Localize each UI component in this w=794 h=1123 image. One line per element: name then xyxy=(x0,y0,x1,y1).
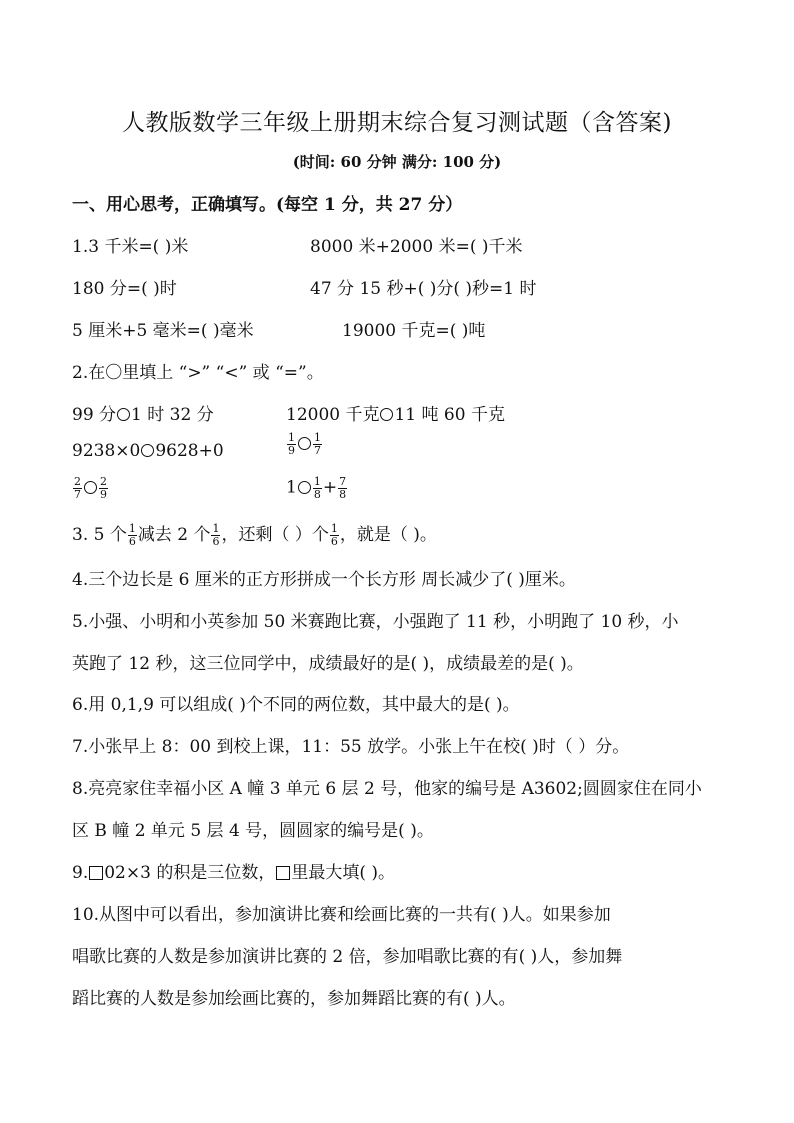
fraction: $\frac{1}{7}$ xyxy=(314,431,321,457)
q3-text: 减去 2 个 xyxy=(137,525,211,545)
q8-line-1: 8.亮亮家住幸福小区 A 幢 3 单元 6 层 2 号，他家的编号是 A3602;圆圆家住在同小 xyxy=(72,779,702,799)
fraction: $\frac{1}{8}$ xyxy=(313,475,321,501)
q8-line-2: 区 B 幢 2 单元 5 层 4 号，圆圆家的编号是( )。 xyxy=(72,821,434,841)
fraction: $\frac{1}{6}$ xyxy=(128,522,136,548)
q2-item-c xyxy=(72,441,224,461)
q1-item-c: 180 分=( )时 xyxy=(72,279,177,299)
q1-item-e: 5 厘米+5 毫米=( )毫米 xyxy=(72,321,254,341)
exam-info: (时间: 60 分钟 满分: 100 分) xyxy=(292,153,502,171)
q5-line-1: 5.小强、小明和小英参加 50 米赛跑比赛，小强跑了 11 秒，小明跑了 10 秒，小 xyxy=(72,612,679,632)
compare-circle-icon xyxy=(117,408,130,421)
q2-item-d xyxy=(286,432,323,456)
q3-line xyxy=(72,520,437,548)
compare-circle-icon xyxy=(84,481,97,494)
q9-line xyxy=(72,858,395,883)
q1-item-b: 8000 米+2000 米=( )千米 xyxy=(310,237,523,257)
q10-line-2: 唱歌比赛的人数是参加演讲比赛的 2 倍，参加唱歌比赛的有( )人，参加舞 xyxy=(72,947,623,967)
fraction: $\frac{1}{9}$ xyxy=(288,431,295,457)
q7-line: 7.小张早上 8：00 到校上课，11：55 放学。小张上午在校( )时（ ）分。 xyxy=(72,737,630,757)
q2-a-left: 99 分 xyxy=(72,405,117,425)
q2-b-left: 12000 千克 xyxy=(286,405,380,425)
fraction: $\frac{2}{7}$ xyxy=(74,475,81,501)
q3-text: ，还剩（ ）个 xyxy=(221,525,329,545)
q4-line: 4.三个边长是 6 厘米的正方形拼成一个长方形 周长减少了( )厘米。 xyxy=(72,570,576,590)
q10-line-1: 10.从图中可以看出，参加演讲比赛和绘画比赛的一共有( )人。如果参加 xyxy=(72,905,611,925)
q1-item-d: 47 分 15 秒+( )分( )秒=1 时 xyxy=(310,279,537,299)
compare-circle-icon xyxy=(298,437,311,450)
q2-item-f xyxy=(286,476,348,500)
compare-circle-icon xyxy=(298,481,311,494)
blank-box-icon xyxy=(89,866,103,880)
blank-box-icon xyxy=(276,866,290,880)
page-title: 人教版数学三年级上册期末综合复习测试题（含答案) xyxy=(122,110,672,136)
q2-c-right: 9628+0 xyxy=(155,441,224,461)
q1-item-f: 19000 千克=( )吨 xyxy=(342,321,486,341)
q3-text: ，就是（ )。 xyxy=(339,525,437,545)
q9-text: 9. xyxy=(72,863,89,883)
compare-circle-icon xyxy=(141,444,154,457)
fraction: $\frac{1}{6}$ xyxy=(330,522,338,548)
q9-text: 里最大填( )。 xyxy=(291,863,396,883)
fraction: $\frac{2}{9}$ xyxy=(100,475,107,501)
fraction: $\frac{7}{8}$ xyxy=(339,475,347,501)
q2-item-e xyxy=(72,476,109,500)
q1-item-a: 1.3 千米=( )米 xyxy=(72,237,189,257)
q2-item-b xyxy=(286,400,505,425)
q2-heading: 2.在〇里填上 “>” “<” 或 “=”。 xyxy=(72,363,324,383)
q2-item-a xyxy=(72,400,214,425)
q6-line: 6.用 0,1,9 可以组成( )个不同的两位数，其中最大的是( )。 xyxy=(72,695,520,715)
section-heading-1: 一、用心思考，正确填写。(每空 1 分，共 27 分） xyxy=(72,195,463,215)
q3-text: 3. 5 个 xyxy=(72,525,127,545)
compare-circle-icon xyxy=(380,408,393,421)
q5-line-2: 英跑了 12 秒，这三位同学中，成绩最好的是( )，成绩最差的是( )。 xyxy=(72,654,584,674)
q10-line-3: 蹈比赛的人数是参加绘画比赛的，参加舞蹈比赛的有( )人。 xyxy=(72,989,516,1009)
q2-f-left: 1 xyxy=(286,477,297,498)
q9-text: 02×3 的积是三位数， xyxy=(104,863,276,883)
fraction: $\frac{1}{6}$ xyxy=(212,522,220,548)
q2-a-right: 1 时 32 分 xyxy=(131,405,214,425)
plus-sign: + xyxy=(322,477,338,498)
q2-c-left: 9238×0 xyxy=(72,441,141,461)
q2-b-right: 11 吨 60 千克 xyxy=(394,405,505,425)
